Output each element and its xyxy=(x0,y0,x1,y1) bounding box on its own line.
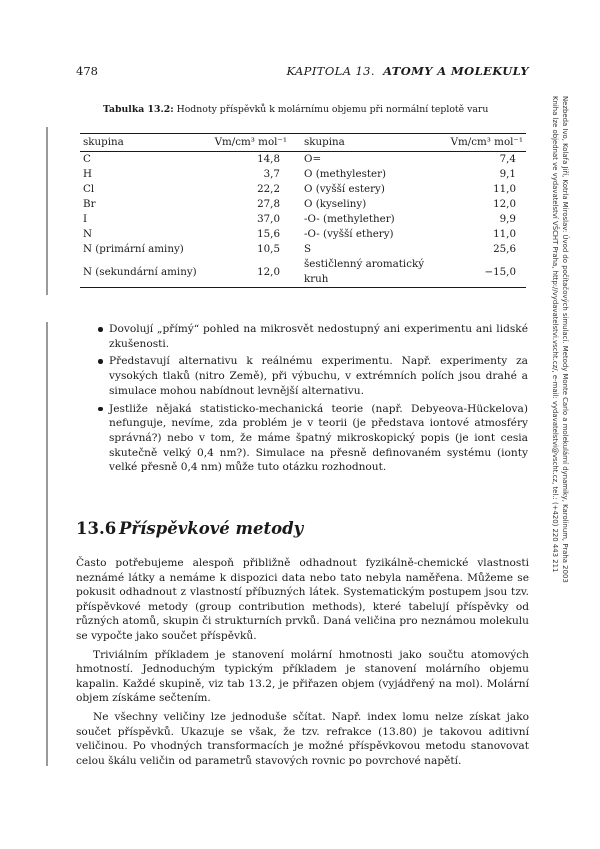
table-cell: O (methylester) xyxy=(304,168,387,180)
bullet-icon xyxy=(98,407,103,412)
table-cell: 9,9 xyxy=(499,213,516,225)
table-row xyxy=(80,197,526,212)
table-cell: S xyxy=(304,243,312,255)
table-cell: N (primární aminy) xyxy=(83,243,184,255)
table-cell: šestičlenný aromatický kruh xyxy=(290,257,440,288)
contribution-table xyxy=(80,133,526,288)
table-cell: 7,4 xyxy=(499,153,516,165)
table-row xyxy=(80,257,526,288)
list-item xyxy=(98,322,528,351)
side-note-text xyxy=(550,96,570,583)
table-header-cell: skupina xyxy=(80,134,210,152)
margin-change-bar xyxy=(46,322,48,766)
table-cell: 10,5 xyxy=(257,243,280,255)
table-cell: -O- (vyšší ethery) xyxy=(304,228,394,240)
table-cell: 9,1 xyxy=(499,168,516,180)
section-title: Příspěvkové metody xyxy=(119,519,304,538)
table-cell: -O- (methylether) xyxy=(304,213,395,225)
chapter-title: ATOMY A MOLEKULY xyxy=(383,64,529,78)
table-cell: C xyxy=(83,153,91,165)
table-header-cell: Vm/cm³ mol⁻¹ xyxy=(440,134,526,152)
table-row xyxy=(80,152,526,168)
table-cell: Br xyxy=(83,198,96,210)
list-item-text: Jestliže nějaká statisticko-mechanická teorie (např. Debyeova-Hückelova) nefunguje, nevíme, zda problém je v teorii (je představa iontové atmosféry správná?) nebo v tom, že máme špatný mikroskopický popis (je iont cesia skutečně velký 0,4 nm?). Simulace na přesně definovaném systému (ionty velké přesně 0,4 nm) může tuto otázku rozhodnout. xyxy=(109,402,528,474)
table-row xyxy=(80,182,526,197)
running-header xyxy=(286,64,529,78)
table-cell: O= xyxy=(304,153,322,165)
section-number: 13.6 xyxy=(76,519,117,538)
margin-change-bar xyxy=(46,127,48,295)
table-cell: N (sekundární aminy) xyxy=(80,257,210,288)
table-cell: 27,8 xyxy=(257,198,280,210)
table-cell: 14,8 xyxy=(257,153,280,165)
list-item xyxy=(98,402,528,476)
table-cell: H xyxy=(83,168,92,180)
paragraph: Často potřebujeme alespoň přibližně odhadnout fyzikálně-chemické vlastnosti neznámé látky a nemáme k dispozici data nebo tato nebyla naměřena. Můžeme se pokusit odhadnout z vlastností příbuzných látek. Systematickým postupem jsou tzv. příspěvkové metody (group contribution methods), které tabelují příspěvky od různých atomů, skupin či strukturních prvků. Daná veličina pro neznámou molekulu se vypočte jako součet příspěvků. xyxy=(76,557,529,642)
table-cell: −15,0 xyxy=(440,257,526,288)
bullet-list xyxy=(98,322,528,478)
table-row xyxy=(80,167,526,182)
table-header-row xyxy=(80,134,526,152)
side-note-line-1: Nezbeda Ivo, Kolafa Jiří, Kotrla Miroslav: Úvod do počítačových simulací. Metody Monte Carlo a molekulární dynamiky, Karolinum, Praha 2003 xyxy=(561,96,569,583)
paragraph: Triviálním příkladem je stanovení molární hmotnosti jako součtu atomových hmotností. Jednoduchým typickým příkladem je stanovení molárního objemu kapalin. Každé skupině, viz tab 13.2, je přiřazen objem (vyjádřený na mol). Molární objem získáme sečtením. xyxy=(76,648,529,705)
side-note-line-2: Kniha lze objednat ve vydavatelství VŠCHT Praha, http://vydavatelstvi.vscht.cz/, e-mail: vydavatelstvi@vscht.cz, tel.: (+420) 220 443 211 xyxy=(551,96,559,573)
page-number: 478 xyxy=(76,64,98,78)
table-cell: Cl xyxy=(83,183,95,195)
table-cell: 3,7 xyxy=(263,168,280,180)
table-header-cell: Vm/cm³ mol⁻¹ xyxy=(210,134,290,152)
table-cell: 11,0 xyxy=(493,183,516,195)
table-cell: O (kyseliny) xyxy=(304,198,367,210)
bullet-icon xyxy=(98,359,103,364)
table-cell: N xyxy=(83,228,93,240)
section-heading xyxy=(76,519,303,538)
body-text xyxy=(76,556,529,772)
table-cell: O (vyšší estery) xyxy=(304,183,385,195)
paragraph: Ne všechny veličiny lze jednoduše sčítat. Např. index lomu nelze získat jako součet příspěvků. Ukazuje se však, že tzv. refrakce (13.80) je takovou aditivní veličinou. Po vhodných transformacích je možné příspěvkovou metodu stanovovat celou škálu veličin od parametrů stavových rovnic po povrchové napětí. xyxy=(76,710,529,767)
table-header-cell: skupina xyxy=(290,134,440,152)
table-caption-label: Tabulka 13.2: xyxy=(103,104,174,115)
table-cell: 25,6 xyxy=(493,243,516,255)
bullet-icon xyxy=(98,327,103,332)
table-cell: 37,0 xyxy=(257,213,280,225)
table-row xyxy=(80,212,526,227)
list-item-text: Dovolují „přímý“ pohled na mikrosvět nedostupný ani experimentu ani lidské zkušenosti. xyxy=(109,323,528,350)
table-cell: I xyxy=(83,213,88,225)
table-row xyxy=(80,227,526,242)
table-cell: 12,0 xyxy=(210,257,290,288)
table-row xyxy=(80,242,526,257)
table-cell: 15,6 xyxy=(257,228,280,240)
chapter-label: KAPITOLA 13. xyxy=(286,64,375,78)
list-item-text: Představují alternativu k reálnému experimentu. Např. experimenty za vysokých tlaků (nitro Země), při výbuchu, v extrémních polích jsou drahé a simulace mohou nabídnout levnější alternativu. xyxy=(109,355,528,397)
list-item xyxy=(98,354,528,398)
table-cell: 12,0 xyxy=(493,198,516,210)
table-cell: 22,2 xyxy=(257,183,280,195)
table-cell: 11,0 xyxy=(493,228,516,240)
table-caption xyxy=(103,104,488,115)
side-note xyxy=(548,96,592,636)
table-caption-text: Hodnoty příspěvků k molárnímu objemu při normální teplotě varu xyxy=(176,104,489,115)
